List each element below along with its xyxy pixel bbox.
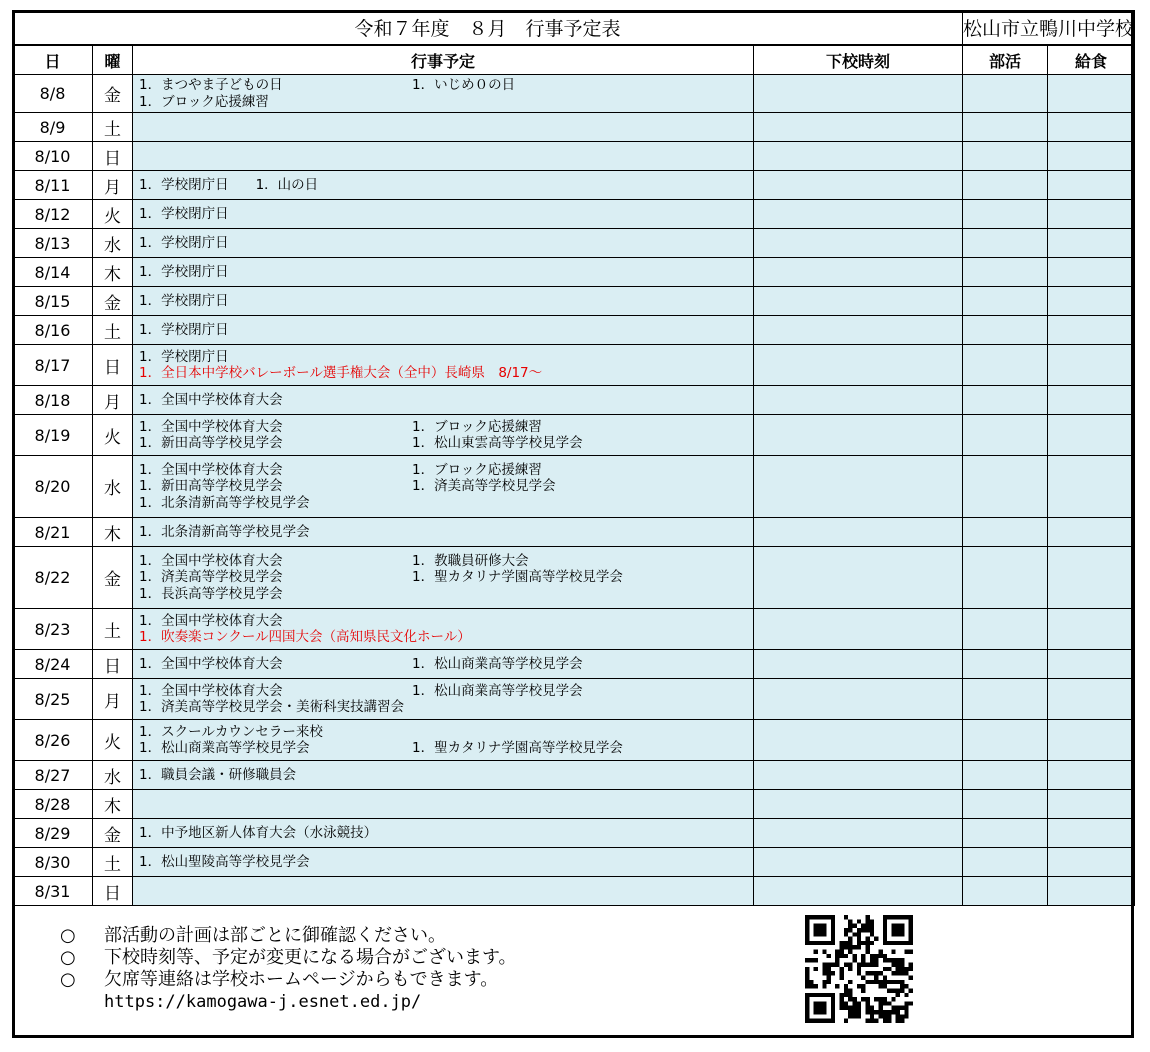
- day-of-week-cell: 月: [93, 386, 133, 415]
- date-cell: 8/25: [13, 679, 93, 720]
- day-of-week-cell: 金: [93, 547, 133, 609]
- day-of-week-cell: 水: [93, 761, 133, 790]
- day-of-week-cell: 木: [93, 518, 133, 547]
- event-text: 1．いじめ０の日: [412, 77, 516, 93]
- date-cell: 8/24: [13, 650, 93, 679]
- page-title: 令和７年度 ８月 行事予定表: [13, 11, 963, 46]
- event-text: 1．済美高等学校見学会: [412, 478, 556, 495]
- circle-bullet: ○: [60, 947, 76, 968]
- day-of-week-cell: 火: [93, 200, 133, 229]
- date-cell: 8/28: [13, 790, 93, 819]
- event-text: 1．吹奏楽コンクール四国大会（高知県民文化ホール）: [139, 629, 471, 645]
- event-text: 1．学校閉庁日 1．山の日: [139, 176, 319, 193]
- note-text: 部活動の計画は部ごとに御確認ください。: [104, 925, 446, 946]
- event-text: 1．済美高等学校見学会: [139, 569, 283, 586]
- event-text: 1．学校閉庁日: [139, 321, 229, 338]
- day-of-week-cell: 月: [93, 679, 133, 720]
- header-events: 行事予定: [133, 45, 754, 75]
- event-text: 1．全国中学校体育大会: [139, 655, 283, 672]
- day-of-week-cell: 木: [93, 790, 133, 819]
- date-cell: 8/9: [13, 113, 93, 142]
- event-text: 1．まつやま子どもの日: [139, 77, 283, 93]
- event-text: 1．ブロック応援練習: [412, 461, 542, 478]
- event-text: 1．全国中学校体育大会: [139, 461, 283, 478]
- note-item: [60, 969, 517, 991]
- school-name: 松山市立鴨川中学校: [963, 11, 1135, 46]
- date-cell: 8/31: [13, 877, 93, 906]
- event-text: 1．松山商業高等学校見学会: [139, 740, 310, 756]
- event-text: 1．学校閉庁日: [139, 263, 229, 280]
- date-cell: 8/10: [13, 142, 93, 171]
- date-cell: 8/14: [13, 258, 93, 287]
- event-text: 1．聖カタリナ学園高等学校見学会: [412, 740, 623, 756]
- event-text: 1．新田高等学校見学会: [139, 478, 283, 495]
- note-text: 欠席等連絡は学校ホームページからもできます。: [104, 969, 499, 990]
- date-cell: 8/16: [13, 316, 93, 345]
- date-cell: 8/23: [13, 609, 93, 650]
- outer-frame: [12, 10, 1134, 1038]
- event-text: 1．全国中学校体育大会: [139, 418, 283, 435]
- header-lunch: 給食: [1048, 45, 1135, 75]
- event-text: 1．全国中学校体育大会: [139, 612, 283, 629]
- event-text: 1．済美高等学校見学会・美術科実技講習会: [139, 699, 405, 715]
- event-text: 1．北条清新高等学校見学会: [139, 494, 310, 511]
- date-cell: 8/17: [13, 345, 93, 386]
- date-cell: 8/8: [13, 75, 93, 113]
- date-cell: 8/20: [13, 456, 93, 518]
- day-of-week-cell: 火: [93, 415, 133, 456]
- event-text: 1．全国中学校体育大会: [139, 682, 283, 699]
- header-club: 部活: [963, 45, 1048, 75]
- event-text: 1．学校閉庁日: [139, 205, 229, 222]
- date-cell: 8/12: [13, 200, 93, 229]
- date-cell: 8/30: [13, 848, 93, 877]
- date-cell: 8/19: [13, 415, 93, 456]
- date-cell: 8/11: [13, 171, 93, 200]
- event-text: 1．学校閉庁日: [139, 292, 229, 309]
- date-cell: 8/13: [13, 229, 93, 258]
- date-cell: 8/29: [13, 819, 93, 848]
- note-text: 下校時刻等、予定が変更になる場合がございます。: [104, 947, 517, 968]
- day-of-week-cell: 日: [93, 650, 133, 679]
- day-of-week-cell: 土: [93, 609, 133, 650]
- event-text: 1．ブロック応援練習: [139, 93, 269, 110]
- day-of-week-cell: 水: [93, 456, 133, 518]
- day-of-week-cell: 金: [93, 75, 133, 113]
- event-text: 1．松山東雲高等学校見学会: [412, 435, 583, 451]
- day-of-week-cell: 月: [93, 171, 133, 200]
- event-text: 1．教職員研修大会: [412, 552, 529, 569]
- day-of-week-cell: 土: [93, 113, 133, 142]
- school-homepage-link[interactable]: https://kamogawa-j.esnet.ed.jp/: [104, 992, 422, 1012]
- event-text: 1．全日本中学校バレーボール選手権大会（全中）長崎県 8/17～: [139, 365, 543, 381]
- header-dismissal-time: 下校時刻: [754, 45, 963, 75]
- event-text: 1．松山商業高等学校見学会: [412, 655, 583, 672]
- day-of-week-cell: 日: [93, 345, 133, 386]
- circle-bullet: ○: [60, 969, 76, 990]
- date-cell: 8/18: [13, 386, 93, 415]
- event-text: 1．全国中学校体育大会: [139, 391, 283, 408]
- day-of-week-cell: 水: [93, 229, 133, 258]
- event-text: 1．全国中学校体育大会: [139, 552, 283, 569]
- event-text: 1．松山商業高等学校見学会: [412, 682, 583, 699]
- day-of-week-cell: 日: [93, 142, 133, 171]
- event-text: 1．新田高等学校見学会: [139, 435, 283, 451]
- event-text: 1．スクールカウンセラー来校: [139, 723, 323, 740]
- date-cell: 8/27: [13, 761, 93, 790]
- day-of-week-cell: 金: [93, 819, 133, 848]
- event-text: 1．職員会議・研修職員会: [139, 766, 297, 783]
- event-text: 1．中予地区新人体育大会（水泳競技）: [139, 824, 378, 841]
- notes-section: [60, 925, 517, 1013]
- circle-bullet: ○: [60, 925, 76, 946]
- day-of-week-cell: 木: [93, 258, 133, 287]
- day-of-week-cell: 土: [93, 848, 133, 877]
- event-text: 1．学校閉庁日: [139, 234, 229, 251]
- day-of-week-cell: 火: [93, 720, 133, 761]
- day-of-week-cell: 金: [93, 287, 133, 316]
- note-item: [60, 925, 517, 947]
- event-text: 1．北条清新高等学校見学会: [139, 523, 310, 540]
- date-cell: 8/22: [13, 547, 93, 609]
- event-text: 1．ブロック応援練習: [412, 418, 542, 435]
- date-cell: 8/26: [13, 720, 93, 761]
- qr-code-icon[interactable]: [805, 915, 913, 1023]
- event-text: 1．聖カタリナ学園高等学校見学会: [412, 569, 623, 586]
- day-of-week-cell: 日: [93, 877, 133, 906]
- date-cell: 8/15: [13, 287, 93, 316]
- event-text: 1．長浜高等学校見学会: [139, 585, 283, 602]
- note-item: [60, 947, 517, 969]
- header-date: 日: [13, 45, 93, 75]
- header-day-of-week: 曜: [93, 45, 133, 75]
- event-text: 1．学校閉庁日: [139, 348, 229, 365]
- day-of-week-cell: 土: [93, 316, 133, 345]
- event-text: 1．松山聖陵高等学校見学会: [139, 853, 310, 870]
- date-cell: 8/21: [13, 518, 93, 547]
